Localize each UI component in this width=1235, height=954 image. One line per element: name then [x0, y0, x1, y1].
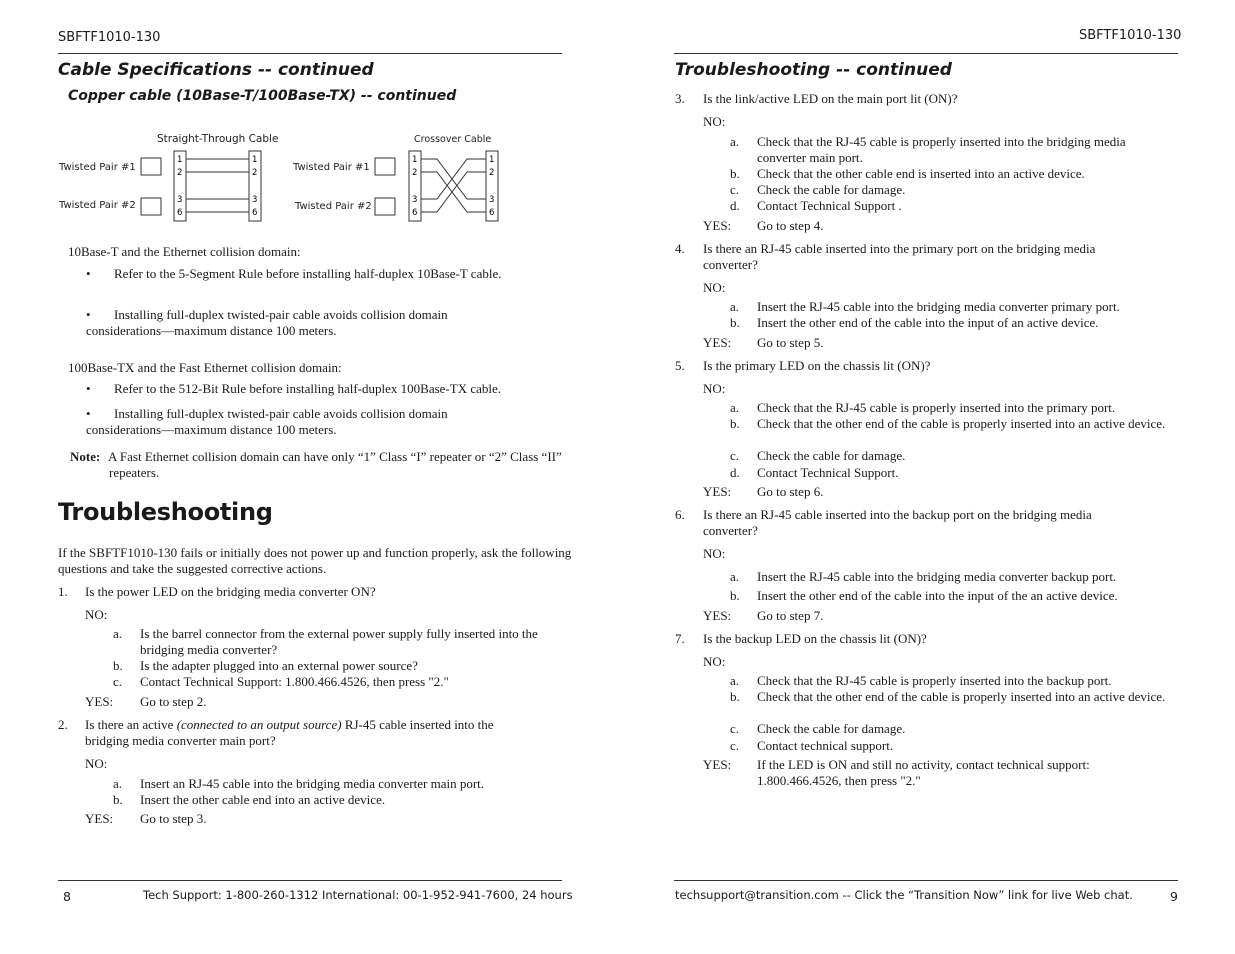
q6-b-text: Insert the other end of the cable into the input of the an active device.	[757, 588, 1118, 603]
q5-b-text: Check that the other end of the cable is properly inserted into an active device.	[757, 416, 1166, 431]
troubleshooting-title: Troubleshooting	[58, 498, 273, 526]
q3-c-text: Check the cable for damage.	[757, 182, 906, 197]
bullet-dot: •	[86, 307, 91, 322]
st-left-pin1: 1	[177, 155, 183, 165]
q3-c-label: c.	[730, 182, 740, 197]
q7-number: 7.	[675, 631, 685, 646]
q5-number: 5.	[675, 358, 685, 373]
bullet-dot: •	[86, 406, 91, 421]
q7-c2-text: Contact technical support.	[757, 738, 894, 753]
q3-d-label: d.	[730, 198, 740, 213]
tenbase-intro: 10Base-T and the Ethernet collision domain:	[68, 244, 301, 259]
co-right-pin6: 6	[489, 208, 495, 218]
q6-a-label: a.	[730, 569, 740, 584]
footer-text: techsupport@transition.com -- Click the “Transition Now” link for live Web chat.	[675, 888, 1133, 902]
st-right-pin2: 2	[252, 168, 258, 178]
q1-b-text: Is the adapter plugged into an external power source?	[140, 658, 418, 673]
q7-c-text: Check the cable for damage.	[757, 721, 906, 736]
subsection-title: Copper cable (10Base-T/100Base-TX) -- continued	[68, 88, 457, 104]
q3-no-label: NO:	[703, 114, 726, 129]
q3-yes-text: Go to step 4.	[757, 218, 824, 233]
footer-rule	[674, 880, 1178, 881]
q1-text: Is the power LED on the bridging media converter ON?	[85, 584, 376, 599]
note-text: A Fast Ethernet collision domain can have only “1” Class “I” repeater or “2” Class “II” repeaters.	[108, 449, 562, 480]
q5-c-label: c.	[730, 448, 740, 463]
q5-yes-label: YES:	[703, 484, 732, 499]
q1-yes-label: YES:	[85, 694, 114, 709]
straight-through-title: Straight-Through Cable	[157, 133, 279, 145]
troubleshooting-intro: If the SBFTF1010-130 fails or initially does not power up and function properly, ask the following questions and take the suggested corrective actions.	[58, 545, 572, 576]
q3-a-label: a.	[730, 134, 740, 149]
hundred-bullet-1: Refer to the 512-Bit Rule before installing half-duplex 100Base-TX cable.	[114, 381, 501, 396]
q3-b-text: Check that the other cable end is inserted into an active device.	[757, 166, 1085, 181]
q2-text-post: RJ-45 cable inserted into the bridging media converter main port?	[85, 717, 494, 748]
section-title: Troubleshooting -- continued	[675, 60, 952, 80]
right-page	[617, 0, 1235, 954]
st-left-pin2: 2	[177, 168, 183, 178]
q1-number: 1.	[58, 584, 68, 599]
st-right-pin1: 1	[252, 155, 258, 165]
q5-d-text: Contact Technical Support.	[757, 465, 899, 480]
q5-no-label: NO:	[703, 381, 726, 396]
q1-c-label: c.	[113, 674, 123, 689]
q3-number: 3.	[675, 91, 685, 106]
footer-text: Tech Support: 1-800-260-1312 International: 00-1-952-941-7600, 24 hours	[143, 888, 573, 902]
tenbase-bullet-2: Installing full-duplex twisted-pair cable avoids collision domain considerations—maximum distance 100 meters.	[86, 307, 448, 338]
co-left-pin6: 6	[412, 208, 418, 218]
q5-yes-text: Go to step 6.	[757, 484, 824, 499]
q2-yes-label: YES:	[85, 811, 114, 826]
q5-b-label: b.	[730, 416, 740, 431]
q6-yes-label: YES:	[703, 608, 732, 623]
q5-a-label: a.	[730, 400, 740, 415]
q7-b-text: Check that the other end of the cable is properly inserted into an active device.	[757, 689, 1166, 704]
st-right-pin6: 6	[252, 208, 258, 218]
bullet-dot: •	[86, 266, 91, 281]
q4-b-label: b.	[730, 315, 740, 330]
q1-a-label: a.	[113, 626, 123, 641]
q3-yes-label: YES:	[703, 218, 732, 233]
q2-text	[85, 717, 540, 749]
q7-yes-label: YES:	[703, 757, 732, 772]
q4-number: 4.	[675, 241, 685, 256]
hundred-intro: 100Base-TX and the Fast Ethernet collision domain:	[68, 360, 342, 375]
q7-c2-label: c.	[730, 738, 740, 753]
q1-b-label: b.	[113, 658, 123, 673]
co-left-pin3: 3	[412, 195, 418, 205]
page-number: 9	[1170, 889, 1178, 904]
q7-c-label: c.	[730, 721, 740, 736]
left-page	[0, 0, 617, 954]
q1-yes-text: Go to step 2.	[140, 694, 207, 709]
q1-no-label: NO:	[85, 607, 108, 622]
st-right-pin3: 3	[252, 195, 258, 205]
co-left-pin1: 1	[412, 155, 418, 165]
q5-a-text: Check that the RJ-45 cable is properly inserted into the primary port.	[757, 400, 1116, 415]
q6-a-text: Insert the RJ-45 cable into the bridging media converter backup port.	[757, 569, 1117, 584]
q3-a-text: Check that the RJ-45 cable is properly inserted into the bridging media converter main port.	[757, 134, 1126, 165]
q2-no-label: NO:	[85, 756, 108, 771]
st-pair2-label: Twisted Pair #2	[59, 200, 136, 211]
q4-yes-text: Go to step 5.	[757, 335, 824, 350]
q2-b-label: b.	[113, 792, 123, 807]
q6-text: Is there an RJ-45 cable inserted into the backup port on the bridging media converter?	[703, 507, 1092, 538]
q6-b-label: b.	[730, 588, 740, 603]
co-pair2-label: Twisted Pair #2	[295, 201, 372, 212]
hundred-bullet-2: Installing full-duplex twisted-pair cable avoids collision domain considerations—maximum distance 100 meters.	[86, 406, 448, 437]
st-left-pin6: 6	[177, 208, 183, 218]
crossover-title: Crossover Cable	[414, 134, 492, 145]
q2-b-text: Insert the other cable end into an active device.	[140, 792, 386, 807]
q4-a-text: Insert the RJ-45 cable into the bridging media converter primary port.	[757, 299, 1120, 314]
q6-number: 6.	[675, 507, 685, 522]
co-right-pin2: 2	[489, 168, 495, 178]
q3-b-label: b.	[730, 166, 740, 181]
bullet-dot: •	[86, 381, 91, 396]
q2-yes-text: Go to step 3.	[140, 811, 207, 826]
q4-text: Is there an RJ-45 cable inserted into the primary port on the bridging media converter?	[703, 241, 1096, 272]
q7-b-label: b.	[730, 689, 740, 704]
q2-a-text: Insert an RJ-45 cable into the bridging media converter main port.	[140, 776, 485, 791]
q5-d-label: d.	[730, 465, 740, 480]
footer-rule	[58, 880, 562, 881]
st-pair1-plug	[141, 158, 161, 175]
q2-a-label: a.	[113, 776, 123, 791]
co-wires	[421, 159, 486, 212]
q2-text-pre: Is there an active	[85, 717, 177, 732]
note-label: Note:	[70, 449, 101, 464]
q4-no-label: NO:	[703, 280, 726, 295]
co-left-pin2: 2	[412, 168, 418, 178]
st-pair2-plug	[141, 198, 161, 215]
co-pair2-plug	[375, 198, 395, 215]
q7-yes-text: If the LED is ON and still no activity, contact technical support: 1.800.466.4526, then press "2."	[757, 757, 1090, 788]
q4-b-text: Insert the other end of the cable into the input of an active device.	[757, 315, 1099, 330]
co-pair1-label: Twisted Pair #1	[293, 162, 370, 173]
q6-no-label: NO:	[703, 546, 726, 561]
st-pair1-label: Twisted Pair #1	[59, 162, 136, 173]
cable-pinout-diagram	[50, 128, 520, 228]
q2-text-italic: (connected to an output source)	[176, 717, 342, 732]
st-left-pin3: 3	[177, 195, 183, 205]
co-right-pin1: 1	[489, 155, 495, 165]
page-number: 8	[63, 889, 71, 904]
header-rule	[58, 53, 562, 54]
q5-c-text: Check the cable for damage.	[757, 448, 906, 463]
q1-a-text: Is the barrel connector from the external power supply fully inserted into the bridging media converter?	[140, 626, 538, 657]
doc-id-header: SBFTF1010-130	[1079, 28, 1182, 43]
co-right-pin3: 3	[489, 195, 495, 205]
q7-a-text: Check that the RJ-45 cable is properly inserted into the backup port.	[757, 673, 1112, 688]
doc-id-header: SBFTF1010-130	[58, 30, 161, 45]
co-pair1-plug	[375, 158, 395, 175]
q3-d-text: Contact Technical Support .	[757, 198, 902, 213]
q2-number: 2.	[58, 717, 68, 732]
st-wires	[186, 159, 249, 212]
q7-a-label: a.	[730, 673, 740, 688]
section-title: Cable Specifications -- continued	[58, 60, 374, 80]
q3-text: Is the link/active LED on the main port lit (ON)?	[703, 91, 958, 106]
q1-c-text: Contact Technical Support: 1.800.466.4526, then press "2."	[140, 674, 449, 689]
q6-yes-text: Go to step 7.	[757, 608, 824, 623]
q5-text: Is the primary LED on the chassis lit (ON)?	[703, 358, 931, 373]
q4-yes-label: YES:	[703, 335, 732, 350]
tenbase-bullet-1: Refer to the 5-Segment Rule before installing half-duplex 10Base-T cable.	[114, 266, 502, 281]
q7-text: Is the backup LED on the chassis lit (ON)?	[703, 631, 927, 646]
header-rule	[674, 53, 1178, 54]
q4-a-label: a.	[730, 299, 740, 314]
q7-no-label: NO:	[703, 654, 726, 669]
